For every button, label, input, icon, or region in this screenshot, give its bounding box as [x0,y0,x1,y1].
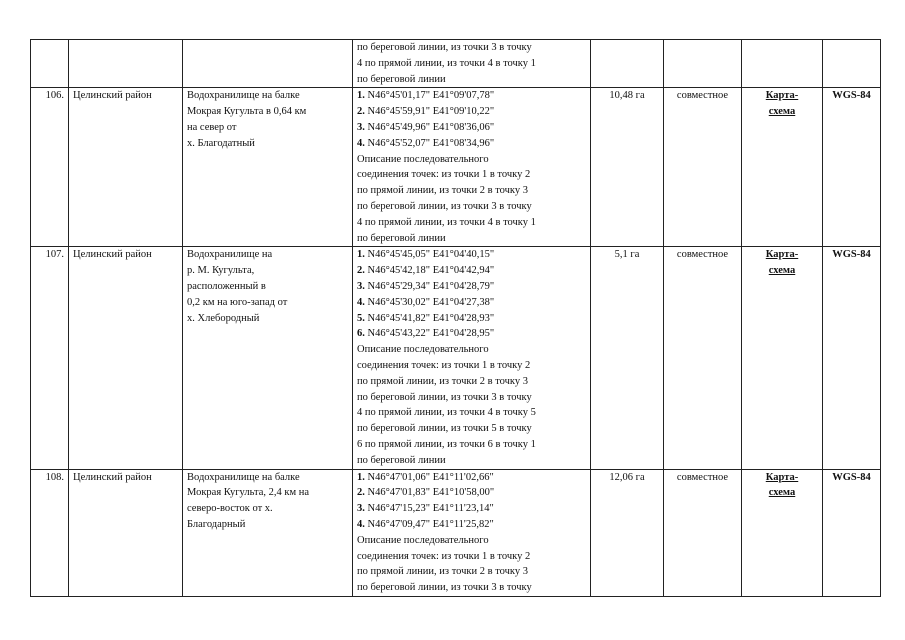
map-link-text: схема [768,487,796,499]
map-link-text: схема [768,265,796,277]
location-line: х. Благодатный [187,137,255,149]
desc-line: по береговой линии, из точки 3 в точку [357,582,532,594]
cell-location [183,88,353,247]
coordinate-point [357,279,586,295]
desc-line: по прямой линии, из точки 2 в точку 3 [357,375,528,387]
location-line: Мокрая Кугульта, 2,4 км на [187,487,310,499]
location-line: 0,2 км на юго-запад от [187,296,288,308]
cell-location [183,247,353,469]
location-line: Мокрая Кугульта в 0,64 км [187,106,307,118]
desc-line: соединения точек: из точки 1 в точку 2 [357,359,531,371]
cell-use: совместное [664,88,742,247]
location-line: Водохранилище на [187,249,273,261]
cell-crs [823,40,881,88]
desc-line: Описание последовательного [357,153,489,165]
map-scheme-link[interactable] [746,88,818,120]
map-link-text: Карта- [765,249,799,261]
cell-coordinates [353,40,591,88]
cell-district: Целинский район [69,469,183,596]
point-number: 3. [357,503,365,515]
table-row [31,88,881,247]
cell-map-link [742,247,823,469]
point-coords: N46°45'49,96" E41°08'36,06" [364,121,495,133]
desc-line: по береговой линии, из точки 3 в точку [357,200,532,212]
map-scheme-link[interactable] [746,247,818,279]
cell-area: 12,06 га [591,469,664,596]
desc-line: по береговой линии [357,454,446,466]
cell-area: 10,48 га [591,88,664,247]
point-coords: N46°45'45,05" E41°04'40,15" [364,249,495,261]
point-number: 3. [357,280,365,292]
cell-coordinates [353,247,591,469]
coordinate-point [357,501,586,517]
map-scheme-link[interactable] [746,470,818,502]
coordinate-point [357,104,586,120]
point-coords: N46°45'59,91" E41°09'10,22" [364,106,495,118]
cell-crs: WGS-84 [823,88,881,247]
desc-line: 4 по прямой линии, из точки 4 в точку 1 [357,57,536,69]
point-coords: N46°45'42,18" E41°04'42,94" [364,265,495,277]
point-coords: N46°47'09,47" E41°11'25,82" [364,518,494,530]
cell-map-link [742,40,823,88]
coordinate-point [357,517,586,533]
cell-crs: WGS-84 [823,469,881,596]
point-number: 4. [357,137,365,149]
point-coords: N46°45'43,22" E41°04'28,95" [364,328,495,340]
point-coords: N46°45'01,17" E41°09'07,78" [364,90,495,102]
coordinate-point [357,136,586,152]
coordinate-point [357,326,586,342]
desc-line: по береговой линии [357,73,446,85]
point-coords: N46°47'15,23" E41°11'23,14" [364,503,494,515]
cell-district: Целинский район [69,88,183,247]
table-row-continuation [31,40,881,88]
point-coords: N46°47'01,06" E41°11'02,66" [364,471,494,483]
coordinate-point [357,247,586,263]
cell-map-link [742,469,823,596]
desc-line: Описание последовательного [357,344,489,356]
cell-coordinates [353,88,591,247]
cell-use: совместное [664,247,742,469]
table-row [31,469,881,596]
cell-district [69,40,183,88]
point-number: 4. [357,296,365,308]
location-line: северо-восток от х. [187,503,273,515]
location-line: расположенный в [187,280,266,292]
desc-line: Описание последовательного [357,534,489,546]
cell-area: 5,1 га [591,247,664,469]
coordinate-point [357,311,586,327]
desc-line: по прямой линии, из точки 2 в точку 3 [357,185,528,197]
coordinate-point [357,485,586,501]
location-line: р. М. Кугульта, [187,265,255,277]
coordinate-point [357,470,586,486]
cell-num [31,40,69,88]
table-row [31,247,881,469]
location-line: на север от [187,121,237,133]
coordinate-point [357,295,586,311]
water-bodies-table [30,39,881,597]
cell-coordinates [353,469,591,596]
cell-district: Целинский район [69,247,183,469]
point-number: 1. [357,249,365,261]
point-coords: N46°45'29,34" E41°04'28,79" [364,280,495,292]
cell-location [183,40,353,88]
coordinate-point [357,88,586,104]
point-coords: N46°45'52,07" E41°08'34,96" [364,137,495,149]
desc-line: по береговой линии, из точки 5 в точку [357,423,532,435]
point-number: 2. [357,265,365,277]
location-line: х. Хлебородный [187,312,260,324]
point-number: 1. [357,471,365,483]
point-number: 3. [357,121,365,133]
point-coords: N46°47'01,83" E41°10'58,00" [364,487,495,499]
cell-use [664,40,742,88]
map-link-text: Карта- [765,90,799,102]
point-number: 2. [357,106,365,118]
coordinate-point [357,120,586,136]
desc-line: по береговой линии, из точки 3 в точку [357,391,532,403]
map-link-text: схема [768,106,796,118]
point-number: 4. [357,518,365,530]
point-number: 2. [357,487,365,499]
cell-num: 106. [31,88,69,247]
cell-use: совместное [664,469,742,596]
cell-crs: WGS-84 [823,247,881,469]
point-number: 1. [357,90,365,102]
cell-map-link [742,88,823,247]
desc-line: 6 по прямой линии, из точки 6 в точку 1 [357,438,536,450]
table-body [31,40,881,597]
location-line: Водохранилище на балке [187,90,300,102]
desc-line: соединения точек: из точки 1 в точку 2 [357,169,531,181]
desc-line: соединения точек: из точки 1 в точку 2 [357,550,531,562]
coordinate-point [357,263,586,279]
cell-num: 107. [31,247,69,469]
cell-area [591,40,664,88]
desc-line: 4 по прямой линии, из точки 4 в точку 1 [357,216,536,228]
desc-line: по прямой линии, из точки 2 в точку 3 [357,566,528,578]
point-number: 6. [357,328,365,340]
cell-location [183,469,353,596]
location-line: Благодарный [187,518,246,530]
desc-line: по береговой линии, из точки 3 в точку [357,42,532,53]
desc-line: 4 по прямой линии, из точки 4 в точку 5 [357,407,536,419]
location-line: Водохранилище на балке [187,471,300,483]
point-number: 5. [357,312,365,324]
point-coords: N46°45'30,02" E41°04'27,38" [364,296,495,308]
cell-num: 108. [31,469,69,596]
map-link-text: Карта- [765,471,799,483]
point-coords: N46°45'41,82" E41°04'28,93" [364,312,495,324]
desc-line: по береговой линии [357,232,446,244]
